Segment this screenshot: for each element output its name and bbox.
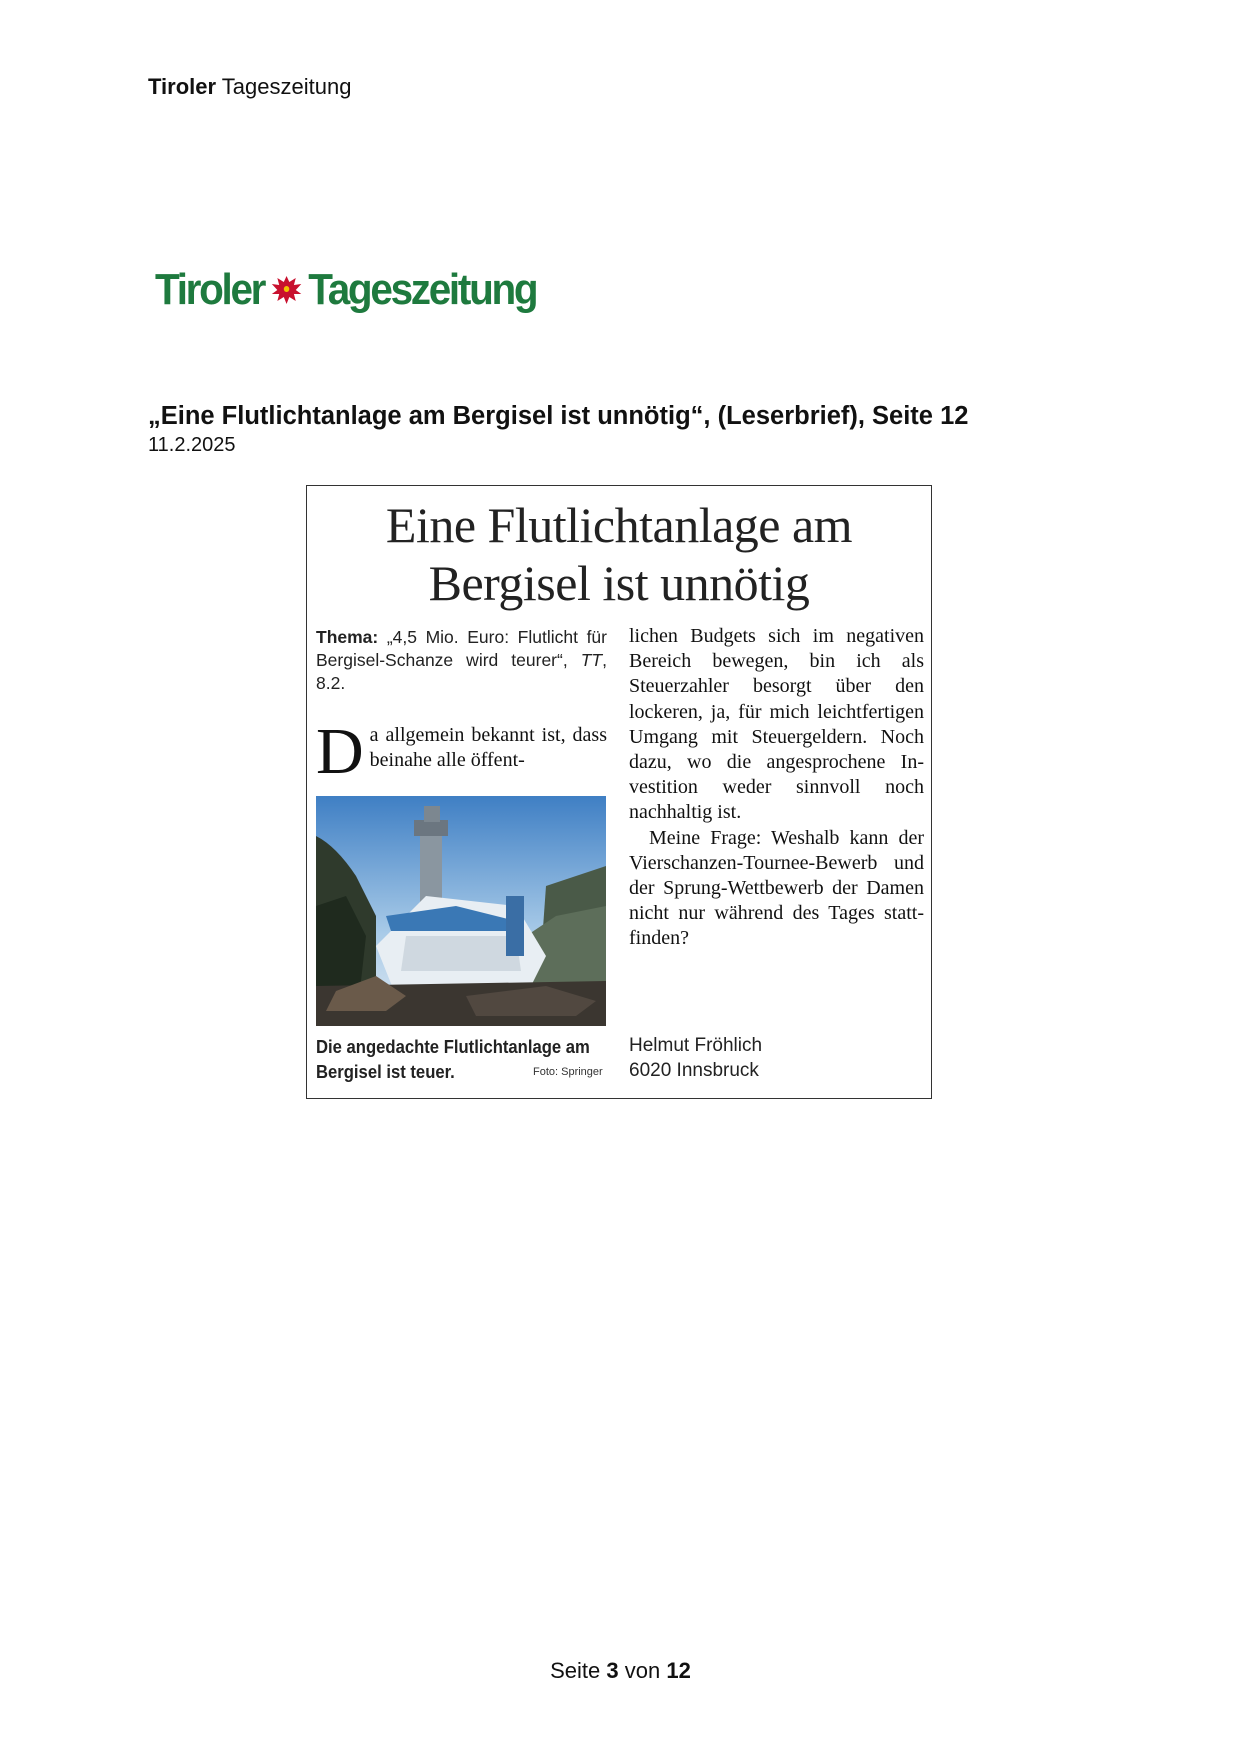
left-column xyxy=(316,626,607,788)
footer-total-pages: 12 xyxy=(666,1658,691,1683)
thema-text: „4,5 Mio. Euro: Flutlicht für Bergisel-Schanze wird teurer“, xyxy=(316,627,607,670)
letter-signature xyxy=(629,1033,762,1083)
clipping-headline xyxy=(307,496,931,612)
author-name: Helmut Fröhlich xyxy=(629,1035,763,1056)
letter-body-right-1: lichen Budgets sich im negativen Bereich bewegen, bin ich als Steuerzahler besorgt über den lockeren, ja, für mich leichtfertigen Umgang mit Steuergeldern. Noch dazu, wo die angesprochene Investition weder sinnvoll noch nachhaltig ist. xyxy=(629,625,924,824)
thema-date: , 8.2. xyxy=(316,650,607,693)
footer-middle: von xyxy=(624,1658,661,1683)
article-heading: „Eine Flutlichtanlage am Bergisel ist unnötig“, (Leserbrief), Seite 12 xyxy=(148,402,969,430)
running-header xyxy=(148,74,351,100)
tyrolean-eagle-icon xyxy=(268,270,305,310)
photo-caption: Die angedachte Flutlichtanlage am Bergisel ist teuer. xyxy=(316,1036,590,1082)
running-header-rest: Tageszeitung xyxy=(221,74,352,99)
dropcap-letter: D xyxy=(316,715,364,788)
thema-reference xyxy=(316,626,607,695)
logo-text-left: Tiroler xyxy=(155,265,265,314)
newspaper-logo xyxy=(155,262,536,318)
ski-jump-photo xyxy=(316,796,606,1026)
footer-current-page: 3 xyxy=(606,1658,619,1683)
thema-label: Thema: xyxy=(316,627,379,647)
headline-line-2: Bergisel ist unnötig xyxy=(428,555,810,611)
article-date: 11.2.2025 xyxy=(148,434,236,456)
newspaper-clipping xyxy=(306,485,932,1099)
right-column xyxy=(629,624,924,952)
thema-source: TT xyxy=(580,650,603,670)
letter-opening xyxy=(316,715,607,788)
headline-line-1: Eine Flutlichtanlage am xyxy=(385,497,853,553)
running-header-bold: Tiroler xyxy=(148,74,217,99)
logo-text-right: Tageszeitung xyxy=(308,265,537,314)
letter-body-left: a allgemein bekannt ist, dass beinahe alle öffent- xyxy=(369,724,607,772)
page-footer xyxy=(0,1658,1241,1684)
photo-credit: Foto: Springer xyxy=(533,1066,603,1078)
author-city: 6020 Innsbruck xyxy=(629,1060,759,1081)
footer-prefix: Seite xyxy=(550,1658,601,1683)
letter-body-right-2: Meine Frage: Weshalb kann der Vierschanzen-Tournee-Bewerb und der Sprung-Wettbewerb der Damen nicht nur während des Tages stattfinden? xyxy=(629,826,924,950)
